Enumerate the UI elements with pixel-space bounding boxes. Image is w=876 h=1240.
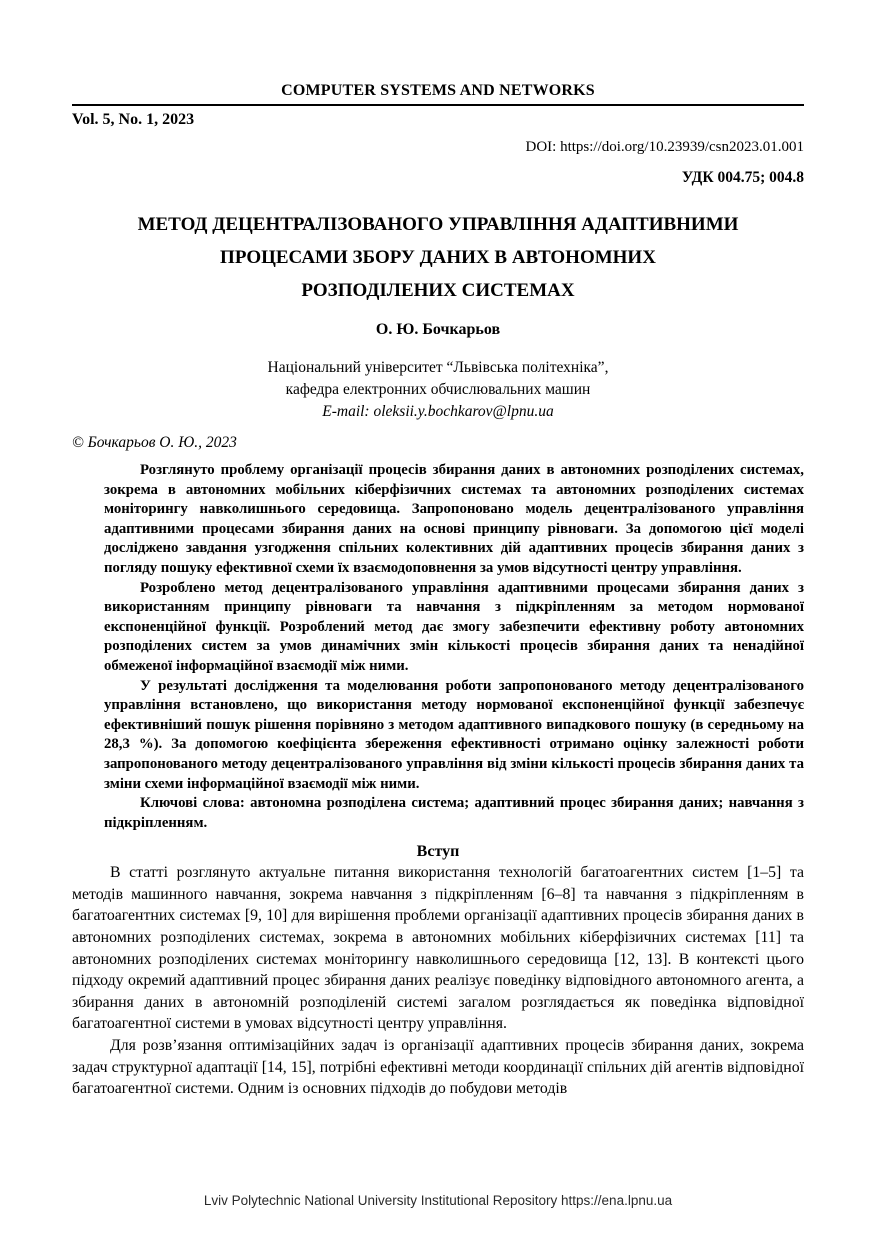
header-rule-divider (72, 104, 804, 106)
udc-code: УДК 004.75; 004.8 (681, 169, 804, 186)
section-heading-intro: Вступ (416, 843, 460, 861)
repository-footer-note: Lviv Polytechnic National University Institutional Repository https://ena.lpnu.ua (203, 1193, 673, 1208)
article-title-line-2: ПРОЦЕСАМИ ЗБОРУ ДАНИХ В АВТОНОМНИХ (220, 247, 656, 268)
doi-text: DOI: https://doi.org/10.23939/csn2023.01.001 (525, 139, 804, 155)
author-name: О. Ю. Бочкарьов (375, 321, 501, 338)
affiliation-block (72, 357, 804, 423)
intro-paragraph-1: В статті розглянуто актуальне питання використання технологій багатоагентних систем [1–5] та методів машинного навчання, зокрема навчання з підкріпленням [6–8] та навчання з підкріпленням в багатоагентних системах [9, 10] для вирішення проблеми організації адаптивних процесів збирання даних в автономних розподілених системах, зокрема в автономних мобільних кіберфізичних системах [11] та автономних розподілених системах моніторингу навколишнього середовища [12, 13]. В контексті цього підходу окремий адаптивний процес збирання даних реалізує поведінку відповідного автономного агента, а збирання даних в автономній розподіленій системі загалом розглядається як поведінка відповідної багатоагентної системи в умовах відсутності центру управління. (72, 864, 804, 1033)
article-title-line-1: МЕТОД ДЕЦЕНТРАЛІЗОВАНОГО УПРАВЛІННЯ АДАПТИВНИМИ (137, 214, 739, 235)
volume-issue-info: Vol. 5, No. 1, 2023 (72, 111, 195, 128)
keywords-line: Ключові слова: автономна розподілена система; адаптивний процес збирання даних; навчання з підкріпленням. (104, 795, 804, 831)
abstract-paragraph-2: Розроблено метод децентралізованого управління адаптивними процесами збирання даних з використанням принципу рівноваги та навчання з підкріпленням за методом нормованої експоненційної функції. Розроблений метод дає змогу забезпечити ефективну роботу автономних розподілених систем за умов динамічних змін кількості процесів збирання даних та ненадійної обмеженої інформаційної взаємодії між ними. (104, 579, 804, 674)
copyright-notice: © Бочкарьов О. Ю., 2023 (72, 434, 237, 451)
article-title-line-3: РОЗПОДІЛЕНИХ СИСТЕМАХ (301, 280, 575, 301)
author-email: E-mail: oleksii.y.bochkarov@lpnu.ua (322, 403, 554, 420)
intro-paragraph-2: Для розв’язання оптимізаційних задач із організації адаптивних процесів збирання даних, зокрема задач структурної адаптації [14, 15], потрібні ефективні методи координації спільних дій агентів відповідної багатоагентної системи. Одним із основних підходів до побудови методів (72, 1037, 804, 1098)
abstract-paragraph-1: Розглянуто проблему організації процесів збирання даних в автономних розподілених системах, зокрема в автономних мобільних кіберфізичних системах та автономних розподілених системах моніторингу навколишнього середовища. Запропоновано модель децентралізованого управління адаптивними процесами збирання даних на основі принципу рівноваги. За допомогою цієї моделі досліджено завдання узгодження спільних колективних дій адаптивних процесів збирання даних з погляду пошуку ефективної схеми їх взаємодоповнення за умов відсутності центру управління. (104, 462, 804, 576)
affiliation-department: кафедра електронних обчислювальних машин (285, 381, 591, 398)
affiliation-university: Національний університет “Львівська політехніка”, (267, 359, 609, 376)
abstract-paragraph-3: У результаті дослідження та моделювання роботи запропонованого методу децентралізованого управління встановлено, що використання методу нормованої експоненційної функції забезпечує ефективніший пошук рішення порівняно з методом адаптивного випадкового пошуку (в середньому на 28,3 %). За допомогою коефіцієнта збереження ефективності отримано оцінку залежності роботи запропонованого методу децентралізованого управління від зміни кількості процесів збирання даних та зміни схеми інформаційної взаємодії між ними. (104, 677, 804, 792)
abstract-block (104, 461, 804, 833)
journal-title: COMPUTER SYSTEMS AND NETWORKS (281, 82, 595, 99)
article-title (72, 208, 804, 307)
intro-section (72, 862, 804, 1100)
